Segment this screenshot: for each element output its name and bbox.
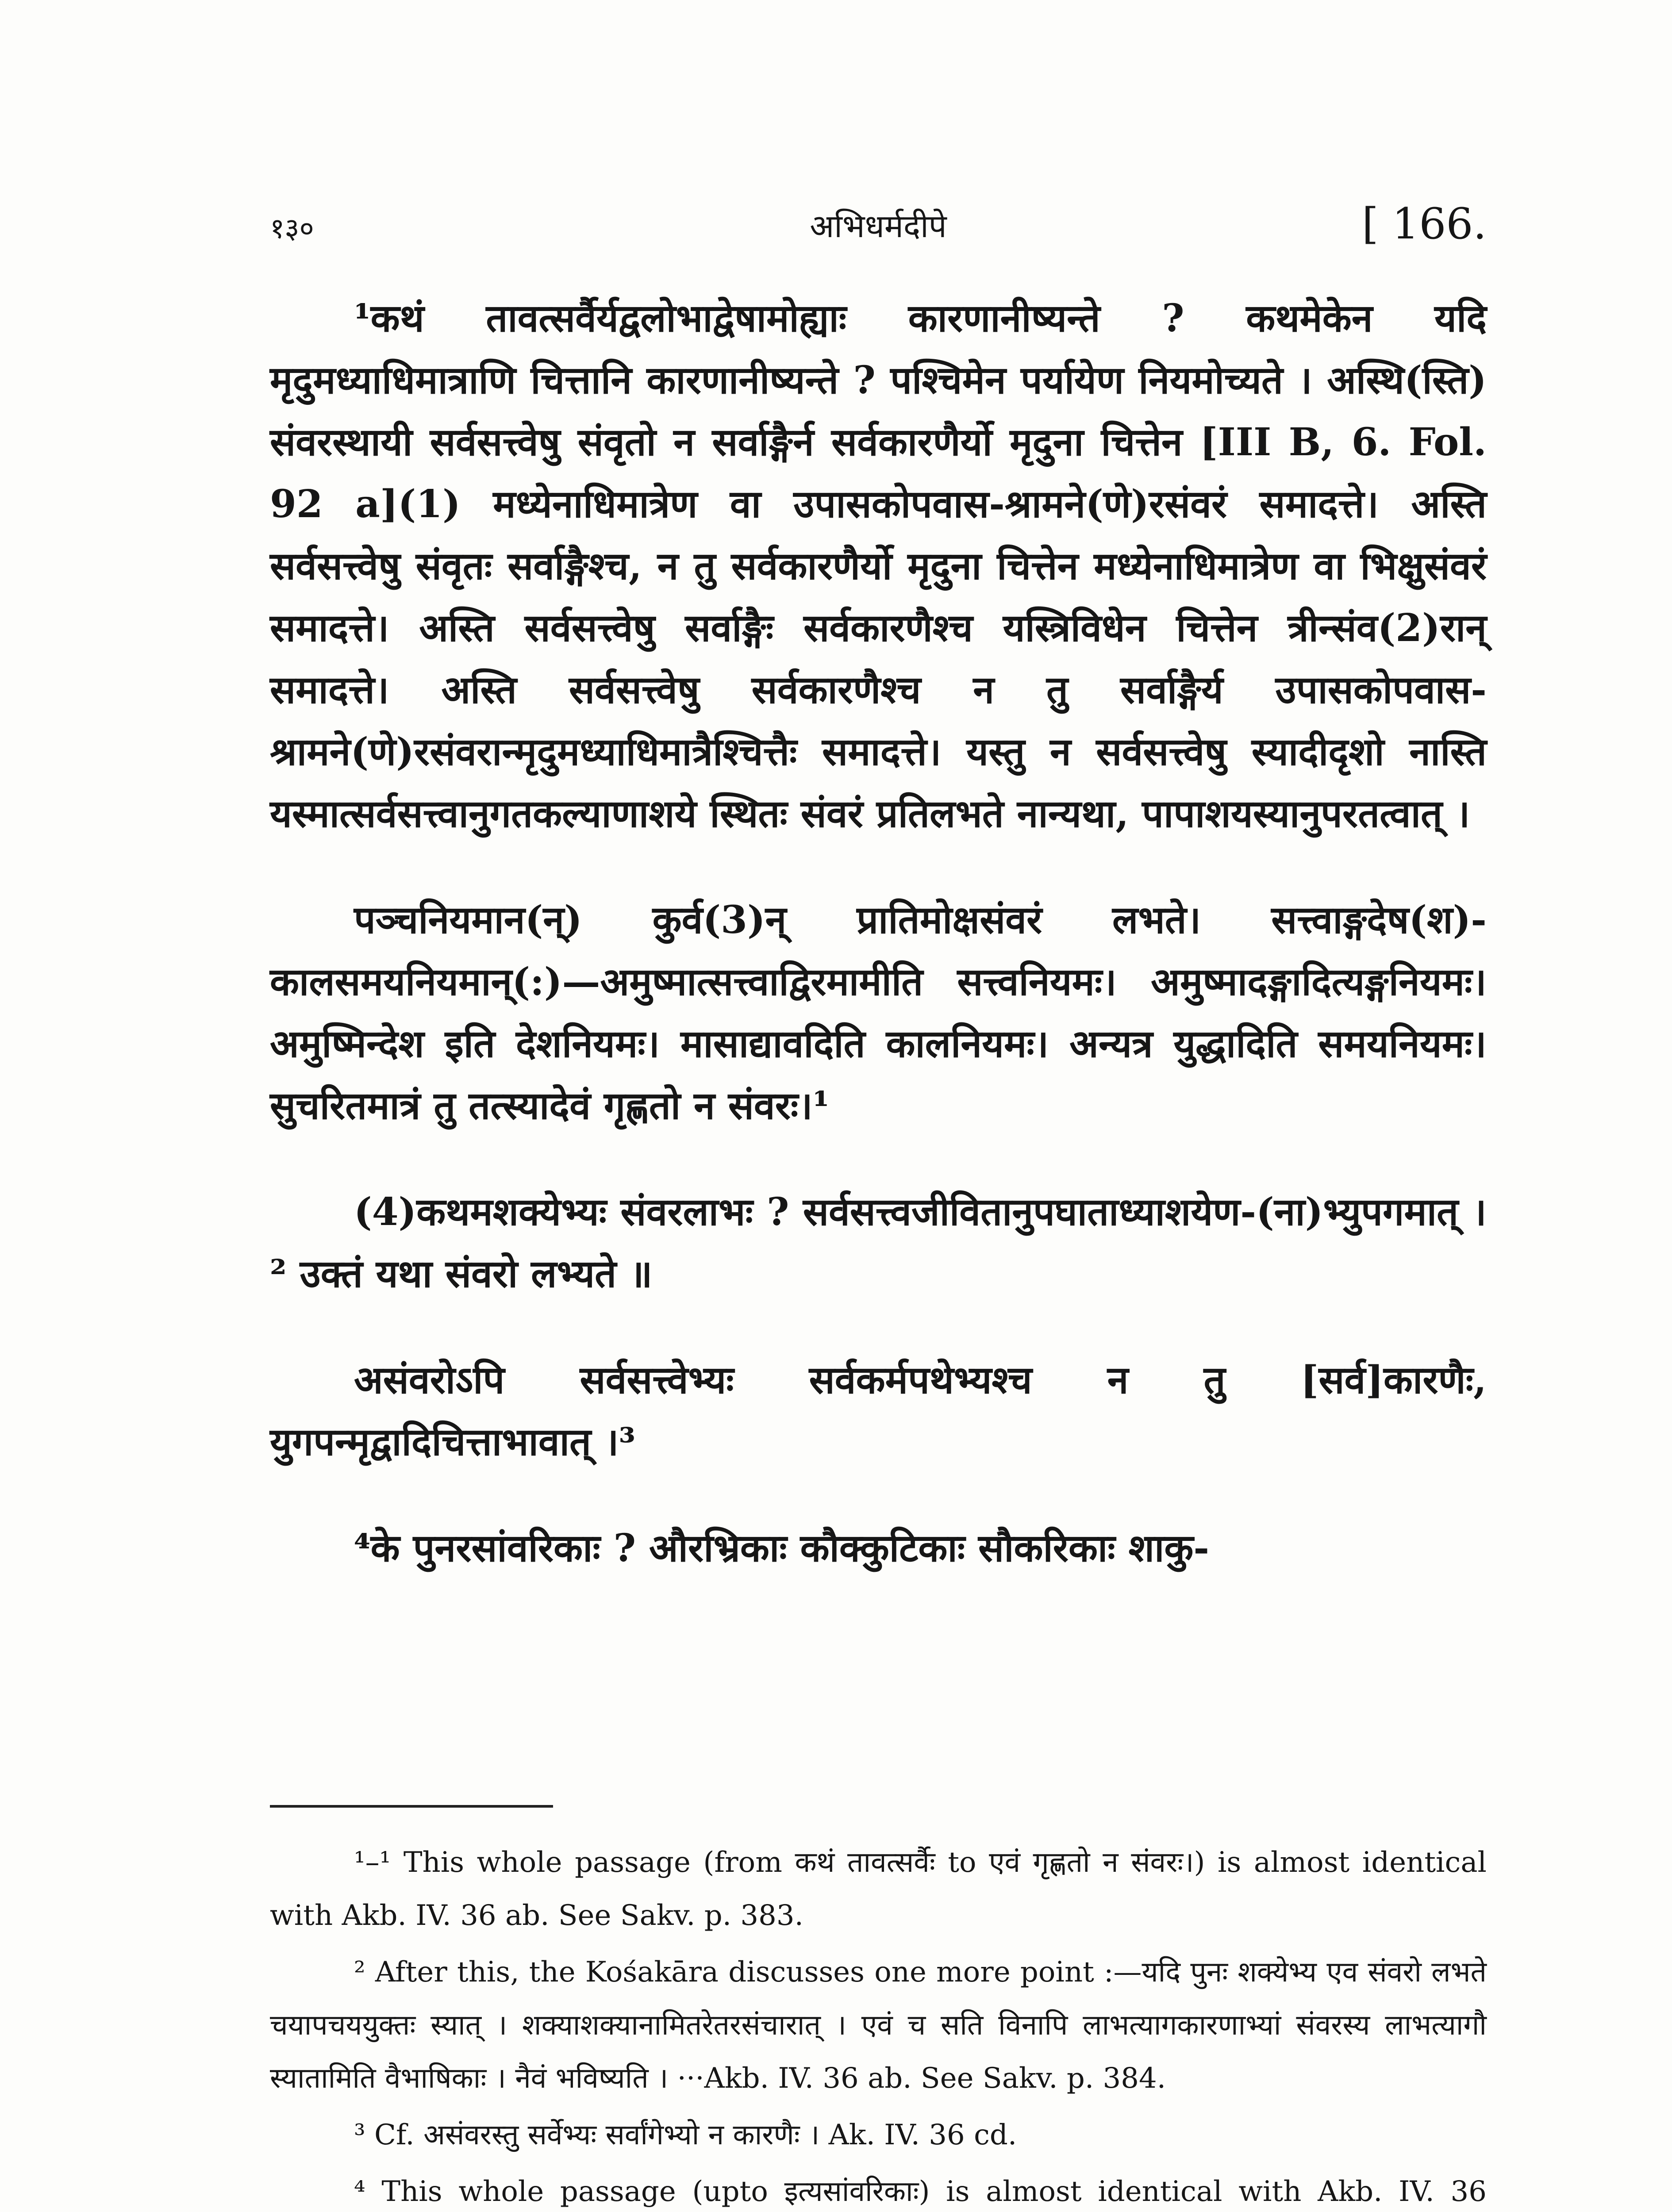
paragraph: ⁴के पुनरसांवरिकाः ? औरभ्रिकाः कौक्कुटिकाः सौकरिकाः शाकु- <box>354 1526 1210 1571</box>
footnote-divider <box>270 1805 553 1808</box>
page-number: १३० <box>270 212 314 245</box>
book-page <box>270 190 1487 2212</box>
paragraph: पञ्चनियमान(न्) कुर्व(3)न् प्रातिमोक्षसंवरं लभते। सत्त्वाङ्गदेष(श)-कालसमयनियमान्(:)—अमुष्मात्सत्त्वाद्विरमामीति सत्त्वनियमः। अमुष्मादङ्गादित्यङ्गनियमः। अमुष्मिन्देश इति देशनियमः। मासाद्यावदिति कालनियमः। अन्यत्र युद्धादिति समयनियमः। सुचरितमात्रं तु तत्स्यादेवं गृह्णतो न संवरः।¹ <box>270 898 1487 1128</box>
footnotes <box>270 1836 1487 2212</box>
paragraph: असंवरोऽपि सर्वसत्त्वेभ्यः सर्वकर्मपथेभ्यश्च न तु [सर्व]कारणैः, युगपन्मृद्वादिचित्ताभावात् ।³ <box>270 1358 1487 1464</box>
paragraph: ¹कथं तावत्सर्वैर्यद्वलोभाद्वेषामोह्याः कारणानीष्यन्ते ? कथमेकेन यदि मृदुमध्याधिमात्राणि चित्तानि कारणानीष्यन्ते ? पश्चिमेन पर्यायेण नियमोच्यते । अस्थि(स्ति) संवरस्थायी सर्वसत्त्वेषु संवृतो न सर्वाङ्गैर्न सर्वकारणैर्यो मृदुना चित्तेन [III B, 6. Fol. 92 a](1) मध्येनाधिमात्रेण वा उपासकोपवास-श्रामने(णे)रसंवरं समादत्ते। अस्ति सर्वसत्त्वेषु संवृतः सर्वाङ्गैश्च, न तु सर्वकारणैर्यो मृदुना चित्तेन मध्येनाधिमात्रेण वा भिक्षुसंवरं समादत्ते। अस्ति सर्वसत्त्वेषु सर्वाङ्गैः सर्वकारणैश्च यस्त्रिविधेन चित्तेन त्रीन्संव(2)रान् समादत्ते। अस्ति सर्वसत्त्वेषु सर्वकारणैश्च न तु सर्वाङ्गैर्य उपासकोपवास-श्रामने(णे)रसंवरान्मृदुमध्याधिमात्रैश्चित्तैः समादत्ते। यस्तु न सर्वसत्त्वेषु स्यादीदृशो नास्ति यस्मात्सर्वसत्त्वानुगतकल्याणाशये स्थितः संवरं प्रतिलभते नान्यथा, पापाशयस्यानुपरतत्वात् । <box>270 296 1487 836</box>
paragraph: (4)कथमशक्येभ्यः संवरलाभः ? सर्वसत्त्वजीवितानुपघाताध्याशयेण-(ना)भ्युपगमात् ।² उक्तं यथा संवरो लभ्यते ॥ <box>270 1190 1487 1296</box>
main-text <box>270 288 1487 1624</box>
footnote: ⁴ This whole passage (upto इत्यसांवरिकाः) is almost identical with Akb. IV. 36 <box>354 2175 1487 2208</box>
footnote: ² After this, the Kośakāra discusses one more point :—यदि पुनः शक्येभ्य एव संवरो लभते चयापचययुक्तः स्यात् । शक्याशक्यानामितरेतरसंचारात् । एवं च सति विनापि लाभत्यागकारणाभ्यां संवरस्य लाभत्यागौ स्यातामिति वैभाषिकाः । नैवं भविष्यति । ···Akb. IV. 36 ab. See Sakv. p. 384. <box>270 1956 1487 2095</box>
running-header <box>270 190 1487 279</box>
section-number: [ 166. <box>1362 199 1487 249</box>
footnote: ³ Cf. असंवरस्तु सर्वेभ्यः सर्वांगेभ्यो न कारणैः । Ak. IV. 36 cd. <box>354 2119 1017 2151</box>
footnote: ¹–¹ This whole passage (from कथं तावत्सर्वैः to एवं गृह्णतो न संवरः।) is almost identical with Akb. IV. 36 ab. See Sakv. p. 383. <box>270 1846 1487 1932</box>
running-title: अभिधर्मदीपे <box>810 207 947 245</box>
